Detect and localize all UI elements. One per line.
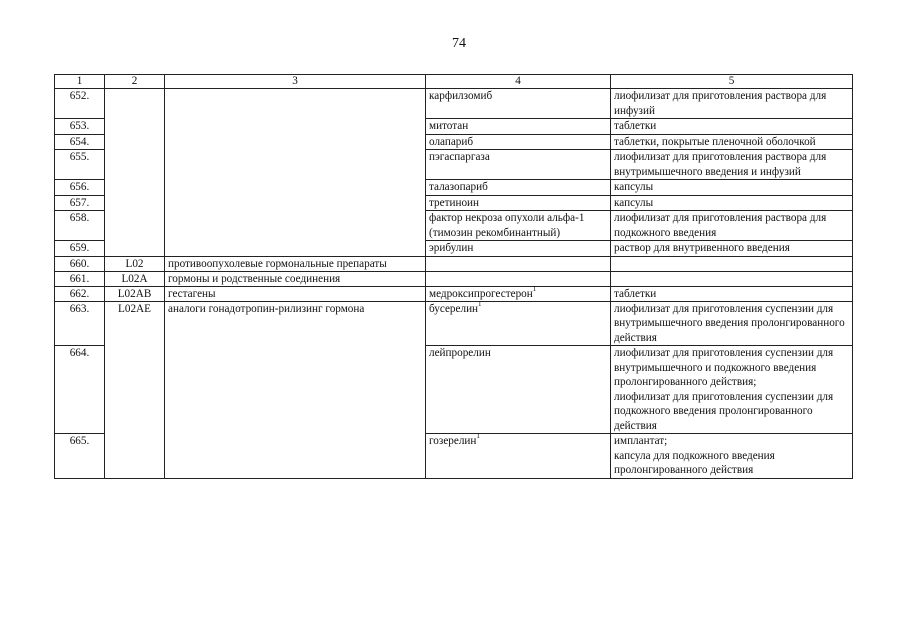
column-header-5: 5 [611,75,853,89]
atc-code: L02AE [105,301,165,478]
drug-name: третиноин [426,195,611,211]
drug-name: олапариб [426,134,611,150]
drug-name: талазопариб [426,180,611,196]
dosage-form: имплантат; [614,435,668,447]
atc-code-cell [105,89,165,257]
drug-name: фактор некроза опухоли альфа-1 (тимозин рекомбинантный) [426,211,611,241]
row-number: 653. [55,119,105,135]
row-number: 664. [55,346,105,434]
row-number: 662. [55,286,105,301]
dosage-form: таблетки [611,119,853,135]
table-row [55,286,853,301]
dosage-form: лиофилизат для приготовления раствора для внутримышечного введения и инфузий [611,150,853,180]
group-name: аналоги гонадотропин-рилизинг гормона [165,301,426,478]
atc-code: L02A [105,271,165,286]
drug-name-cell [426,434,611,479]
table-row [55,301,853,346]
dosage-form: лиофилизат для приготовления раствора для подкожного введения [611,211,853,241]
footnote-marker: 1 [532,284,537,293]
drug-name [426,271,611,286]
atc-code: L02AB [105,286,165,301]
dosage-form: лиофилизат для приготовления раствора для инфузий [611,89,853,119]
dosage-form: раствор для внутривенного введения [611,241,853,257]
drug-name: эрибулин [426,241,611,257]
column-header-3: 3 [165,75,426,89]
row-number: 665. [55,434,105,479]
table-row [55,256,853,271]
drug-name: карфилзомиб [426,89,611,119]
table-row [55,89,853,119]
atc-code: L02 [105,256,165,271]
dosage-form [611,256,853,271]
row-number: 660. [55,256,105,271]
drug-name: гозерелин [429,435,477,447]
drug-name: лейпрорелин [426,346,611,434]
row-number: 652. [55,89,105,119]
dosage-form: лиофилизат для приготовления суспензии для внутримышечного введения пролонгированного действия [611,301,853,346]
column-header-4: 4 [426,75,611,89]
dosage-form [611,271,853,286]
group-name: гестагены [165,286,426,301]
table-row [55,271,853,286]
row-number: 661. [55,271,105,286]
drug-table [54,74,853,479]
footnote-marker: 1 [478,299,482,308]
dosage-form: таблетки, покрытые пленочной оболочкой [611,134,853,150]
column-header-1: 1 [55,75,105,89]
group-name-cell [165,89,426,257]
dosage-form-cell [611,346,853,434]
dosage-form-cell [611,434,853,479]
dosage-form: капсулы [611,195,853,211]
column-header-2: 2 [105,75,165,89]
drug-name: пэгаспаргаза [426,150,611,180]
dosage-form: капсула для подкожного введения пролонгированного действия [614,449,775,476]
dosage-form: капсулы [611,180,853,196]
drug-name [426,256,611,271]
drug-name: медроксипрогестерон [429,287,533,300]
drug-name: митотан [426,119,611,135]
group-name: противоопухолевые гормональные препараты [165,256,426,271]
dosage-form: лиофилизат для приготовления суспензии для внутримышечного и подкожного введения пролонгированного действия; [614,347,834,388]
drug-name: бусерелин [429,302,479,315]
drug-name-cell [426,286,611,301]
row-number: 657. [55,195,105,211]
group-name: гормоны и родственные соединения [165,271,426,286]
dosage-form: лиофилизат для приготовления суспензии для подкожного введения пролонгированного действия [614,390,834,432]
row-number: 656. [55,180,105,196]
row-number: 654. [55,134,105,150]
row-number: 655. [55,150,105,180]
drug-name-cell [426,301,611,346]
footnote-marker: 1 [476,432,480,441]
header-row [55,75,853,89]
row-number: 658. [55,211,105,241]
dosage-form: таблетки [611,286,853,301]
row-number: 659. [55,241,105,257]
page-number: 74 [452,36,466,51]
row-number: 663. [55,301,105,346]
